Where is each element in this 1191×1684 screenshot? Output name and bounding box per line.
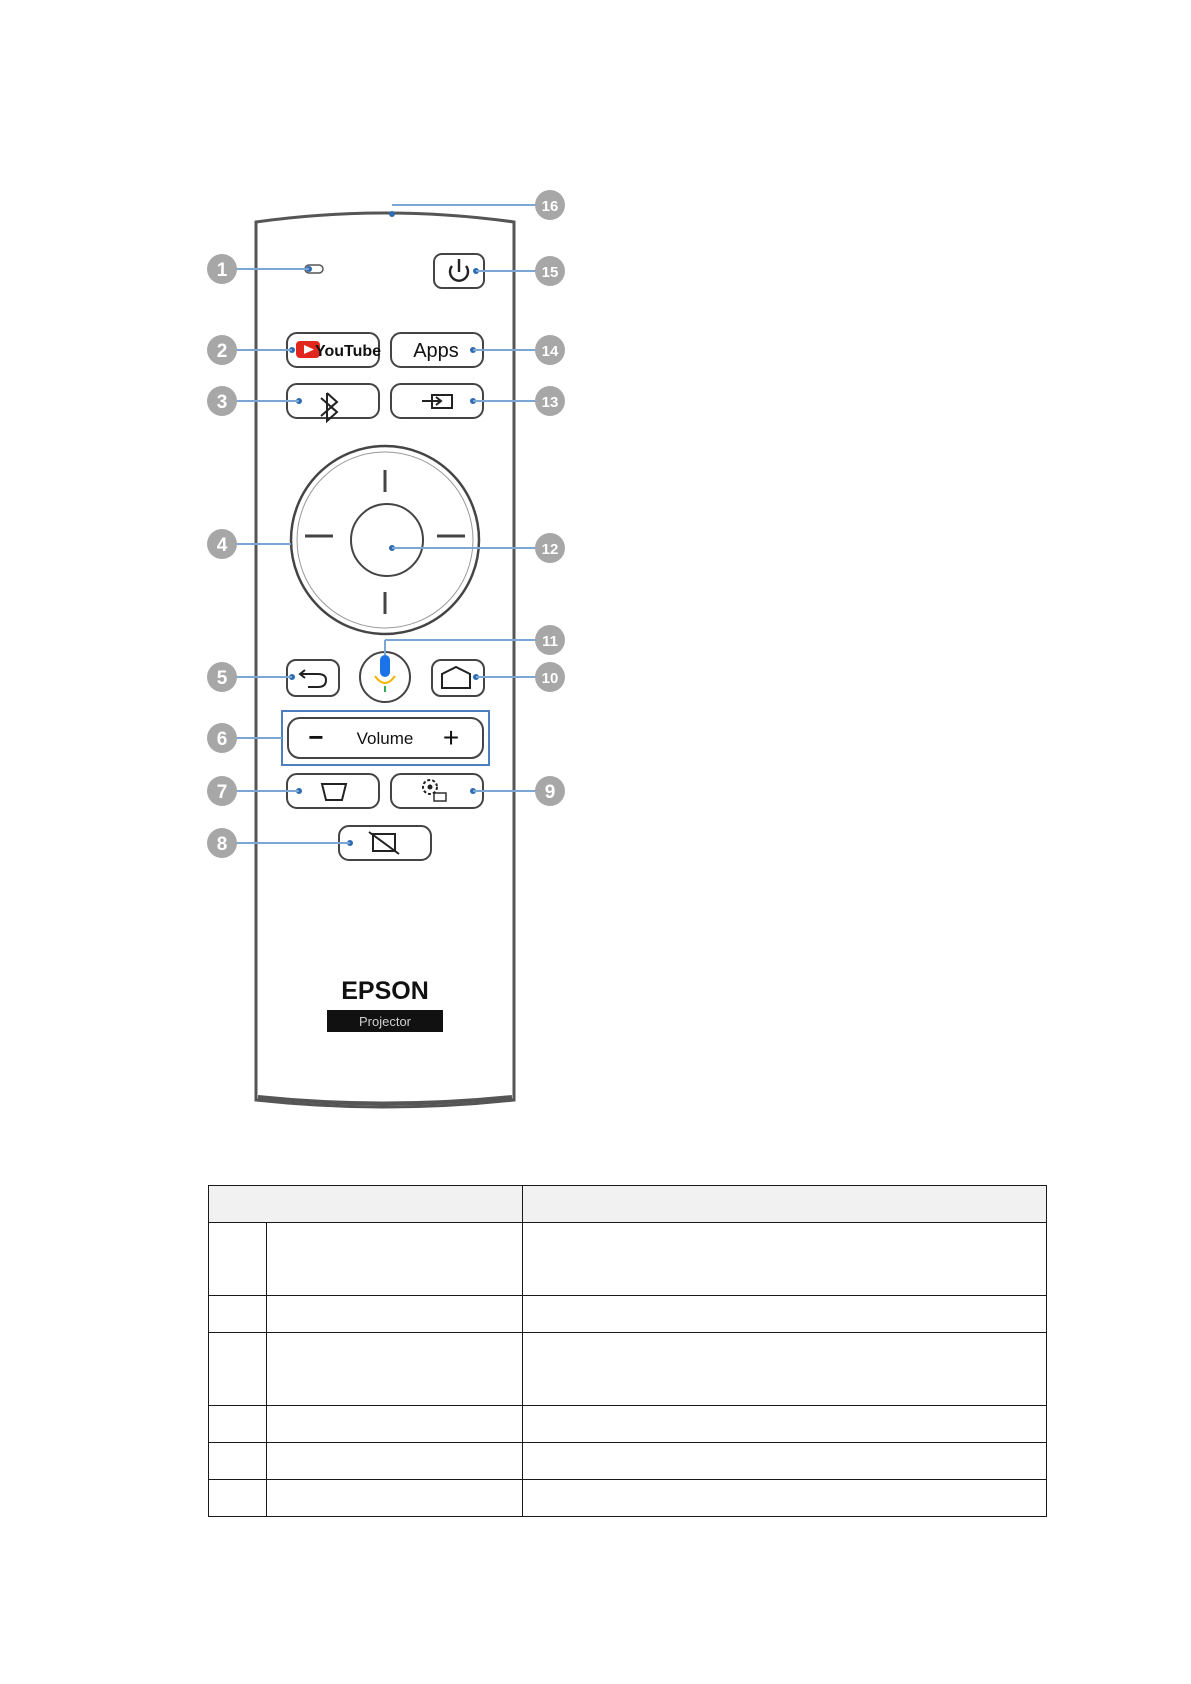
svg-text:6: 6 [216,729,228,750]
table-row [209,1443,1047,1480]
callout-4 [207,529,237,559]
row-description [523,1223,1047,1296]
callout-1 [207,254,237,284]
svg-text:10: 10 [541,670,559,687]
youtube-label: YouTube [314,343,382,360]
svg-text:4: 4 [216,535,228,556]
row-number [209,1223,267,1296]
svg-text:13: 13 [541,394,559,411]
row-name [267,1406,523,1443]
row-name [267,1223,523,1296]
legend-table [208,1185,1047,1517]
volume-down-button[interactable]: − [308,722,324,752]
ok-button[interactable] [351,504,423,576]
input-source-button[interactable] [391,384,483,418]
table-header-description [523,1186,1047,1223]
svg-text:1: 1 [216,260,228,281]
row-number [209,1443,267,1480]
svg-text:7: 7 [216,782,228,803]
table-row [209,1333,1047,1406]
row-name [267,1296,523,1333]
row-description [523,1406,1047,1443]
row-name [267,1480,523,1517]
settings-button[interactable] [391,774,483,808]
svg-text:8: 8 [216,834,228,855]
row-name [267,1333,523,1406]
bluetooth-button[interactable] [287,384,379,421]
volume-label: Volume [356,729,414,748]
svg-text:12: 12 [541,541,559,558]
callout-6 [207,723,237,753]
table-header-row [209,1186,1047,1223]
row-number [209,1296,267,1333]
callout-5 [207,662,237,692]
callout-10 [535,662,565,692]
keystone-button[interactable] [287,774,379,808]
svg-text:3: 3 [216,392,228,413]
youtube-button[interactable] [287,333,381,367]
svg-text:2: 2 [216,341,228,362]
table-header-name [209,1186,523,1223]
apps-label: Apps [413,340,459,362]
row-description [523,1296,1047,1333]
callout-14 [535,335,565,365]
row-description [523,1333,1047,1406]
callout-7 [207,776,237,806]
callout-3 [207,386,237,416]
callout-15 [535,256,565,286]
callout-2 [207,335,237,365]
callout-9 [535,776,565,806]
volume-up-button[interactable]: + [442,722,460,753]
callout-12 [535,533,565,563]
svg-text:11: 11 [542,633,558,650]
table-row [209,1406,1047,1443]
row-description [523,1443,1047,1480]
row-number [209,1406,267,1443]
volume-control[interactable] [288,718,483,758]
table-row [209,1296,1047,1333]
blank-screen-button[interactable] [339,826,431,860]
callout-13 [535,386,565,416]
row-name [267,1443,523,1480]
row-number [209,1333,267,1406]
apps-button[interactable] [391,333,483,367]
table-row [209,1480,1047,1517]
svg-text:9: 9 [544,782,556,803]
back-button[interactable] [287,660,339,696]
callout-16 [535,190,565,220]
row-description [523,1480,1047,1517]
callout-11 [535,625,565,655]
svg-text:15: 15 [541,264,559,281]
brand-logo: EPSON [341,977,429,1005]
table-row [209,1223,1047,1296]
model-badge-text: Projector [358,1014,412,1029]
voice-search-button[interactable] [360,652,410,702]
svg-text:5: 5 [216,668,228,689]
callout-8 [207,828,237,858]
row-number [209,1480,267,1517]
svg-text:16: 16 [541,198,559,215]
svg-text:14: 14 [541,343,559,360]
